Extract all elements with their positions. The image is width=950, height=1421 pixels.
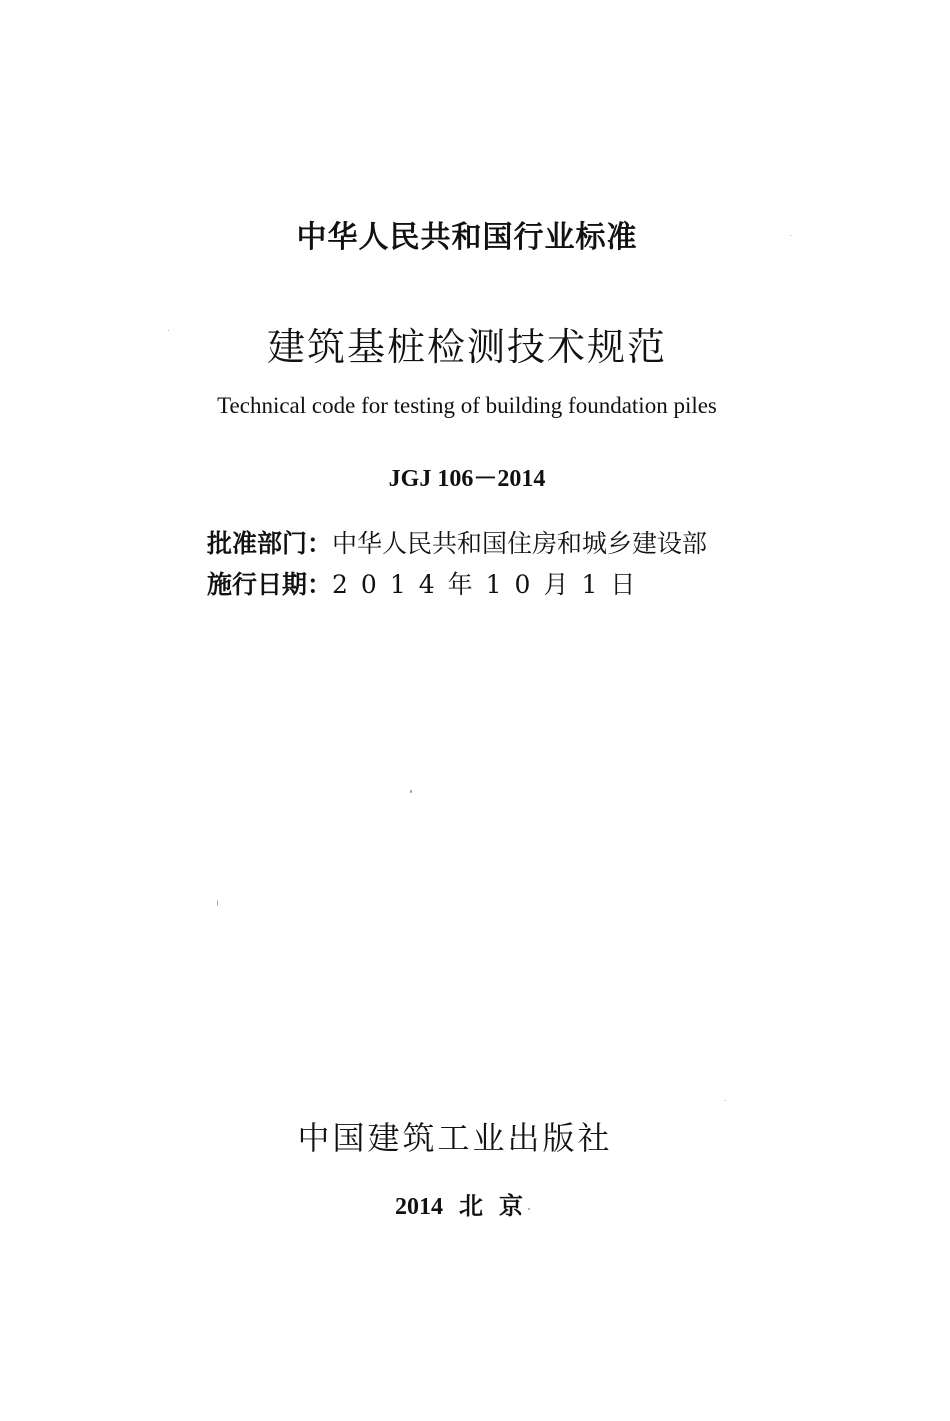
scan-speck [217, 900, 218, 906]
scan-speck [410, 790, 412, 793]
scan-speck [790, 235, 791, 236]
series-title: 中华人民共和国行业标准 [296, 220, 638, 255]
approval-line [207, 524, 707, 560]
standard-number: JGJ 106－2014 [388, 466, 546, 492]
publication-place: 2014 北 京 [395, 1194, 523, 1220]
effective-date-label: 施行日期： [207, 570, 333, 599]
effective-date-value: 2014年10月1日 [332, 570, 649, 599]
approval-value: 中华人民共和国住房和城乡建设部 [332, 529, 708, 558]
publisher: 中国建筑工业出版社 [297, 1119, 613, 1157]
approval-label: 批准部门： [207, 529, 333, 558]
main-title: 建筑基桩检测技术规范 [266, 325, 667, 369]
scan-speck [168, 330, 169, 331]
scan-speck [528, 1208, 530, 1210]
effective-date-line [207, 565, 648, 601]
scan-speck [725, 1100, 726, 1101]
english-title: Technical code for testing of building foundation piles [217, 393, 717, 418]
